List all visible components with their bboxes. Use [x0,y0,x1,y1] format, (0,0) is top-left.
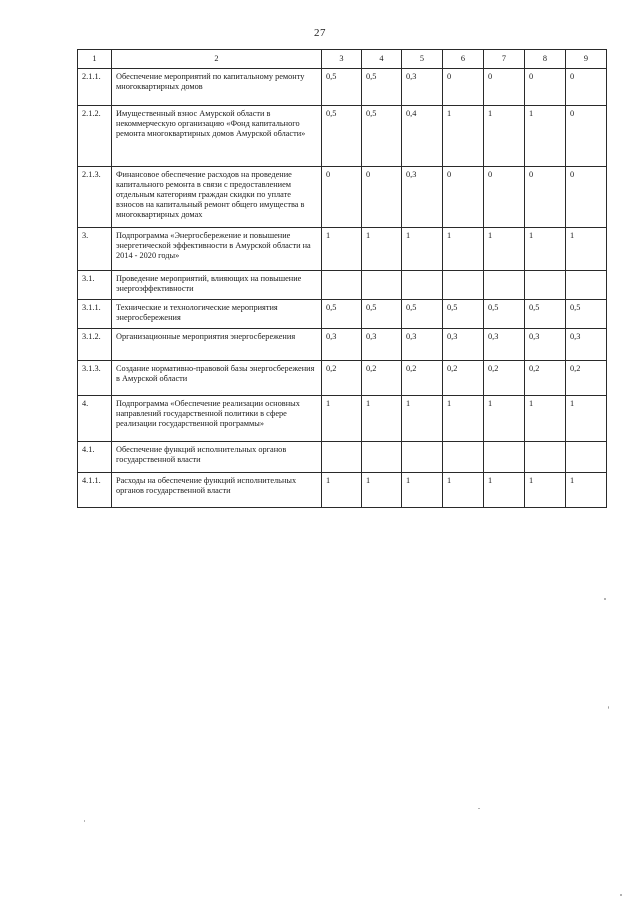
value-cell: 0,5 [362,300,402,329]
value-cell: 0 [566,69,607,106]
value-cell: 0,2 [443,361,484,396]
value-cell: 0 [566,106,607,167]
value-cell: 1 [443,473,484,508]
row-description: Подпрограмма «Обеспечение реализации основных направлений государственной политики в сфере реализации государственной программы» [112,396,322,442]
value-cell [484,271,525,300]
value-cell: 0,2 [566,361,607,396]
value-cell: 0,3 [362,329,402,361]
column-header: 5 [402,50,443,69]
row-description: Проведение мероприятий, влияющих на повышение энергоэффективности [112,271,322,300]
value-cell [525,271,566,300]
value-cell: 0,2 [322,361,362,396]
table-row [78,473,607,508]
table-row [78,69,607,106]
row-code: 2.1.3. [78,167,112,228]
table-row [78,329,607,361]
column-header: 6 [443,50,484,69]
row-code: 4.1.1. [78,473,112,508]
value-cell: 1 [362,473,402,508]
value-cell: 0,5 [402,300,443,329]
column-header: 3 [322,50,362,69]
value-cell: 0,3 [322,329,362,361]
value-cell: 1 [525,106,566,167]
value-cell: 1 [525,228,566,271]
value-cell: 0,5 [566,300,607,329]
value-cell: 0,5 [443,300,484,329]
table-row [78,228,607,271]
row-code: 3.1. [78,271,112,300]
value-cell: 0 [525,69,566,106]
value-cell: 0,5 [362,106,402,167]
value-cell: 0 [484,167,525,228]
table-row [78,396,607,442]
scan-speck [620,894,622,896]
row-description: Расходы на обеспечение функций исполнительных органов государственной власти [112,473,322,508]
value-cell: 0,2 [484,361,525,396]
row-code: 2.1.1. [78,69,112,106]
column-header: 4 [362,50,402,69]
row-description: Финансовое обеспечение расходов на проведение капитального ремонта в связи с предоставлением отдельным категориям граждан скидки по уплате взносов на капитальный ремонт общего имущества в многоквартирных домах [112,167,322,228]
column-header: 1 [78,50,112,69]
row-code: 4. [78,396,112,442]
value-cell: 1 [484,473,525,508]
value-cell: 1 [322,396,362,442]
header-row [78,50,607,69]
row-code: 3.1.3. [78,361,112,396]
table-row [78,361,607,396]
value-cell [402,271,443,300]
row-code: 3.1.2. [78,329,112,361]
value-cell: 0,5 [484,300,525,329]
value-cell: 0 [443,69,484,106]
row-description: Подпрограмма «Энергосбережение и повышение энергетической эффективности в Амурской области на 2014 - 2020 годы» [112,228,322,271]
value-cell: 0,3 [484,329,525,361]
value-cell: 1 [362,396,402,442]
value-cell [362,442,402,473]
value-cell: 1 [402,228,443,271]
value-cell: 1 [484,106,525,167]
scan-speck [608,706,609,709]
value-cell: 0,5 [525,300,566,329]
value-cell: 0 [566,167,607,228]
value-cell: 0,2 [362,361,402,396]
value-cell: 0 [362,167,402,228]
value-cell: 0,3 [402,167,443,228]
value-cell: 0 [443,167,484,228]
value-cell: 0 [525,167,566,228]
scan-speck [478,808,480,809]
row-code: 3. [78,228,112,271]
value-cell: 0,5 [322,106,362,167]
value-cell [362,271,402,300]
value-cell [566,442,607,473]
value-cell: 1 [525,396,566,442]
value-cell: 1 [402,473,443,508]
value-cell [443,271,484,300]
value-cell: 1 [484,396,525,442]
row-code: 4.1. [78,442,112,473]
column-header: 7 [484,50,525,69]
value-cell: 1 [443,396,484,442]
value-cell [322,271,362,300]
value-cell: 0,3 [402,329,443,361]
value-cell [402,442,443,473]
column-header: 8 [525,50,566,69]
value-cell [566,271,607,300]
value-cell [525,442,566,473]
column-header: 2 [112,50,322,69]
row-description: Обеспечение мероприятий по капитальному ремонту многоквартирных домов [112,69,322,106]
value-cell: 1 [322,228,362,271]
value-cell [443,442,484,473]
table-body [78,69,607,508]
column-header: 9 [566,50,607,69]
value-cell: 1 [566,473,607,508]
value-cell: 0,5 [362,69,402,106]
value-cell: 0 [322,167,362,228]
value-cell: 0,3 [525,329,566,361]
page-number: 27 [314,27,326,39]
scan-speck [604,598,606,600]
row-description: Имущественный взнос Амурской области в некоммерческую организацию «Фонд капитального ремонта многоквартирных домов Амурской области» [112,106,322,167]
value-cell: 1 [362,228,402,271]
value-cell: 1 [566,228,607,271]
row-code: 3.1.1. [78,300,112,329]
value-cell: 0,3 [443,329,484,361]
value-cell: 1 [525,473,566,508]
value-cell: 1 [443,106,484,167]
value-cell: 1 [484,228,525,271]
table-row [78,106,607,167]
table-row [78,300,607,329]
scan-speck [84,820,85,822]
table-row [78,271,607,300]
value-cell: 1 [443,228,484,271]
value-cell: 0 [484,69,525,106]
row-description: Создание нормативно-правовой базы энергосбережения в Амурской области [112,361,322,396]
value-cell: 0,4 [402,106,443,167]
table-row [78,442,607,473]
row-description: Технические и технологические мероприятия энергосбережения [112,300,322,329]
value-cell: 0,2 [525,361,566,396]
row-description: Обеспечение функций исполнительных органов государственной власти [112,442,322,473]
row-description: Организационные мероприятия энергосбережения [112,329,322,361]
value-cell [484,442,525,473]
value-cell: 0,5 [322,300,362,329]
value-cell: 0,3 [566,329,607,361]
value-cell: 0,5 [322,69,362,106]
value-cell: 1 [566,396,607,442]
value-cell: 1 [402,396,443,442]
indicator-weights-table [77,49,607,508]
value-cell: 0,2 [402,361,443,396]
value-cell [322,442,362,473]
value-cell: 0,3 [402,69,443,106]
table-row [78,167,607,228]
value-cell: 1 [322,473,362,508]
row-code: 2.1.2. [78,106,112,167]
